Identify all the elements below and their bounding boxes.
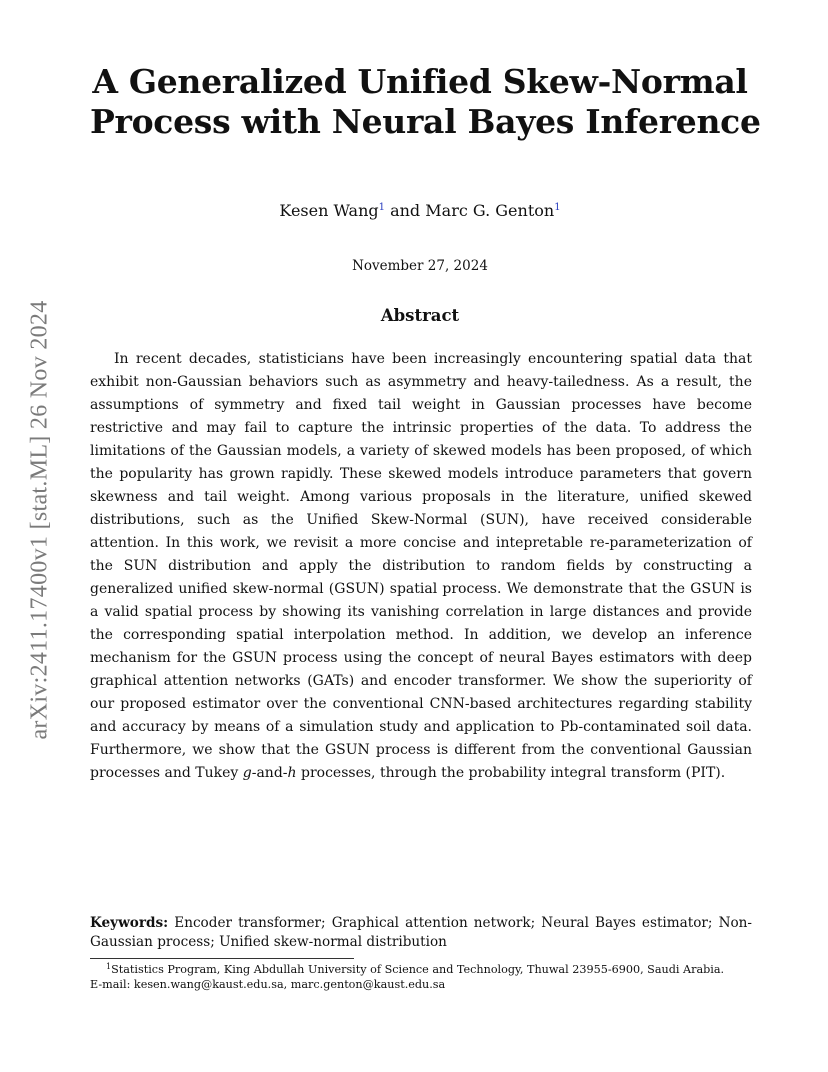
paper-title <box>90 62 761 142</box>
abstract-text: In recent decades, statisticians have been increasingly encountering spatial data that exhibit non-Gaussian behaviors such as asymmetry and heavy-tailedness. As a result, the assumptions of symmetry and fixed tail weight in Gaussian processes have become restrictive and may fail to capture the intrinsic properties of the data. To address the limitations of the Gaussian models, a variety of skewed models has been proposed, of which the popularity has grown rapidly. These skewed models introduce parameters that govern skewness and tail weight. Among various proposals in the literature, unified skewed distributions, such as the Unified Skew-Normal (SUN), have received considerable attention. In this work, we revisit a more concise and intepretable re-parameterization of the SUN distribution and apply the distribution to random fields by constructing a generalized unified skew-normal (GSUN) spatial process. We demonstrate that the GSUN is a valid spatial process by showing its vanishing correlation in large distances and provide the corresponding spatial interpolation method. In addition, we develop an inference mechanism for the GSUN process using the concept of neural Bayes estimators with deep graphical attention networks (GATs) and encoder transformer. We show the superiority of our proposed estimator over the conventional CNN-based architectures regarding stability and accuracy by means of a simulation study and application to Pb-contaminated soil data. Furthermore, we show that the GSUN process is different from the conventional Gaussian processes and Tukey <box>90 351 752 781</box>
footnote-affiliation <box>90 962 760 977</box>
keywords <box>90 914 752 952</box>
math-g: g <box>242 765 252 781</box>
affiliation-link[interactable]: 1 <box>378 202 385 213</box>
title-line-2: Process with Neural Bayes Inference <box>90 102 761 141</box>
author-list <box>90 200 750 222</box>
math-h: h <box>287 765 297 781</box>
abstract-text-and: -and- <box>251 765 288 781</box>
footnote-mark: 1 <box>106 962 112 971</box>
arxiv-identifier: arXiv:2411.17400v1 [stat.ML] 26 Nov 2024 <box>26 300 53 740</box>
abstract-body <box>90 348 752 785</box>
keywords-text: Encoder transformer; Graphical attention network; Neural Bayes estimator; Non-Gaussian process; Unified skew-normal distribution <box>90 915 752 950</box>
author-conjunction: and <box>385 201 426 220</box>
publication-date: November 27, 2024 <box>352 258 488 274</box>
title-line-1: A Generalized Unified Skew-Normal <box>92 62 748 101</box>
abstract-text-end: processes, through the probability integral transform (PIT). <box>296 765 726 781</box>
footnote-divider <box>90 958 354 959</box>
footnote-email: E-mail: kesen.wang@kaust.edu.sa, marc.genton@kaust.edu.sa <box>90 978 446 991</box>
affiliation-text: Statistics Program, King Abdullah University of Science and Technology, Thuwal 23955-6900, Saudi Arabia. <box>111 963 725 976</box>
abstract-paragraph <box>90 348 752 785</box>
affiliation-link[interactable]: 1 <box>554 202 561 213</box>
keywords-label: Keywords: <box>90 915 169 931</box>
author-name: Kesen Wang <box>279 201 379 220</box>
footnote <box>90 962 760 992</box>
abstract-heading: Abstract <box>380 306 460 325</box>
author-name: Marc G. Genton <box>425 201 555 220</box>
